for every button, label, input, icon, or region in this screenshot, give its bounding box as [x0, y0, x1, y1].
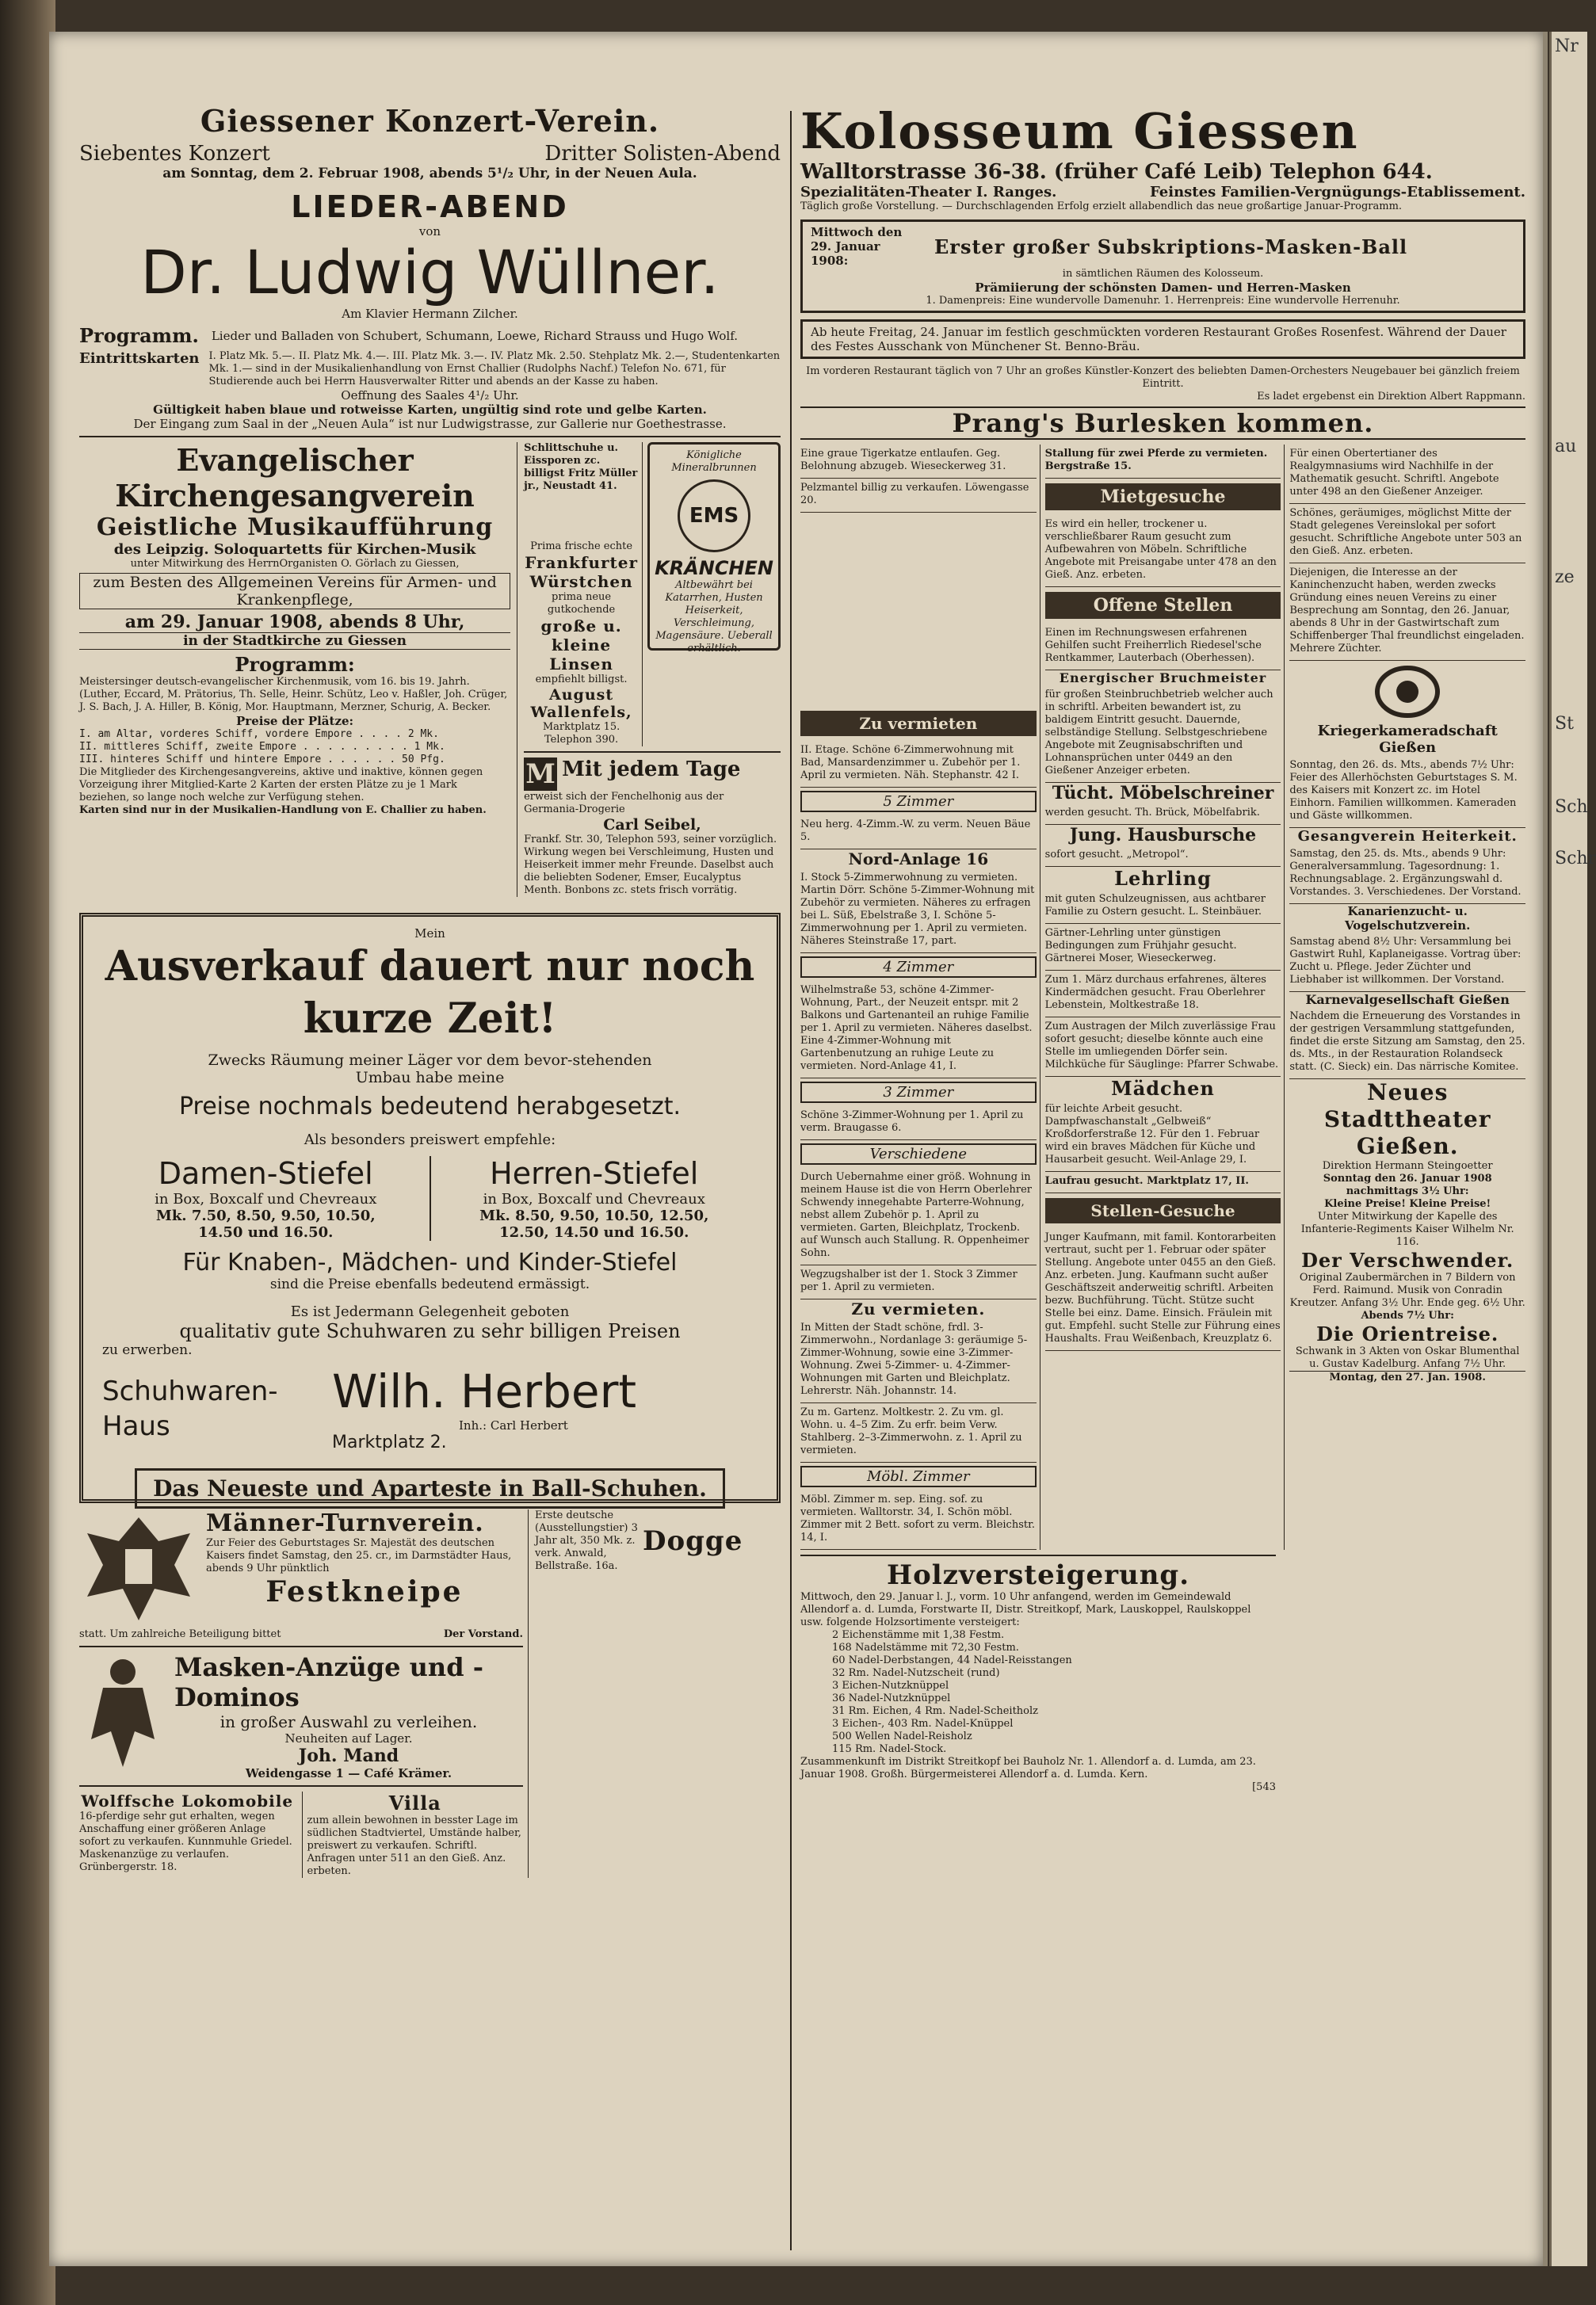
ad-lehrling: mit guten Schulzeugnissen, aus achtbarer Familie zu Ostern gesucht. L. Steinbäuer.	[1045, 890, 1281, 924]
holz-row: 168 Nadelstämme mit 72,30 Festm.	[832, 1642, 1019, 1654]
ad-offene: Einen im Rechnungswesen erfahrenen Gehilfen sucht Freiherrlich Riedesel'sche Rentkammer, Lauterbach (Oberhessen).	[1045, 624, 1281, 670]
ausverkauf-ad	[79, 913, 781, 1503]
kolosseum-title: Kolosseum Giessen	[800, 102, 1359, 160]
eagle-crest-icon	[79, 1509, 198, 1628]
herren-p1: Mk. 8.50, 9.50, 10.50, 12.50,	[479, 1208, 709, 1224]
masken-3: Neuheiten auf Lager.	[284, 1731, 413, 1746]
ad-prima: Prima frische echte	[530, 540, 633, 552]
next-page-fragment: Schr	[1555, 849, 1596, 868]
konzert-date: am Sonntag, dem 2. Februar 1908, abends 5¹/₂ Uhr, in der Neuen Aula.	[162, 166, 697, 181]
masken-mand2: Weidengasse 1 — Café Krämer.	[245, 1766, 452, 1780]
theater-verschwender: Der Verschwender.	[1301, 1249, 1514, 1272]
konzert-klavier: Am Klavier Hermann Zilcher.	[342, 307, 518, 321]
kirche-mitwirkung: unter Mitwirkung des HerrnOrganisten O. Görlach zu Giessen,	[130, 558, 460, 570]
konzert-oeffnung: Oeffnung des Saales 4¹/₂ Uhr.	[341, 388, 519, 403]
ems-name: KRÄNCHEN	[655, 557, 773, 579]
ads-col-b	[1045, 445, 1285, 1550]
ad-zuverm: In Mitten der Stadt schöne, frdl. 3-Zimmerwohn., Nordanlage 3: geräumige 5-Zimmer-Wohnung, sowie eine 3-Zimmer-Wohnung. Zwei 5-Zimmer- u. 4-Zimmer-Wohnungen mit Garten und Bleichplatz. Lehrerstr. Näh. Johannstr. 14.	[800, 1319, 1037, 1403]
kirche-title: Evangelischer Kirchengesangverein	[115, 442, 475, 513]
kirche-p2: II. mittleres Schiff, zweite Empore . . . . . . . . . 1 Mk.	[79, 741, 445, 753]
ad-wegzug: Wegzugshalber ist der 1. Stock 3 Zimmer per 1. April zu vermieten.	[800, 1265, 1037, 1299]
holz-row: 2 Eichenstämme mit 1,38 Festm.	[832, 1629, 1005, 1641]
tag-kanarien: Kanarienzucht- u. Vogelschutzverein.	[1344, 904, 1471, 933]
ausverkauf-zwecks: Zwecks Räumung meiner Läger vor dem bevor-stehenden Umbau habe meine	[208, 1051, 652, 1086]
column-separator	[790, 111, 792, 2250]
kirche-datum: am 29. Januar 1908, abends 8 Uhr,	[124, 612, 465, 632]
villa-title: Villa	[388, 1792, 441, 1815]
tag-3-zimmer: 3 Zimmer	[800, 1082, 1037, 1103]
tag-moebel: Tücht. Möbelschreiner	[1052, 783, 1274, 803]
holz-row: 32 Rm. Nadel-Nutzscheit (rund)	[832, 1667, 1000, 1679]
kirche-karten: Karten sind nur in der Musikalien-Handlung von E. Challier zu haben.	[79, 804, 487, 816]
herren-stiefel: Herren-Stiefel	[490, 1156, 699, 1191]
turn-text: Zur Feier des Geburtstages Sr. Majestät des deutschen Kaisers findet Samstag, den 25. cr., im Darmstädter Haus, abends 9 Uhr pünktlich	[206, 1537, 512, 1574]
konzert-programm-label: Programm.	[79, 324, 199, 347]
ems-top: Königliche Mineralbrunnen	[671, 449, 757, 474]
ausverkauf-title: Ausverkauf dauert nur noch kurze Zeit!	[105, 942, 755, 1043]
ad-kanarien: Samstag abend 8½ Uhr: Versammlung bei Gastwirt Ruhl, Kaplaneigasse. Vortrag über: Zucht u. Pflege. Jeder Züchter und Liebhaber ist willkommen. Der Vorstand.	[1289, 933, 1525, 992]
ad-jedem2: erweist sich der Fenchelhonig aus der Germania-Drogerie	[524, 791, 724, 815]
theater-abends: Abends 7½ Uhr:	[1361, 1310, 1454, 1322]
kolosseum-ad	[800, 103, 1525, 440]
lok-text: 16-pferdige sehr gut erhalten, wegen Anschaffung einer größeren Anlage sofort zu verkaufen. Kunnmuhle Griedel. Maskenanzüge zu verlaufen. Grünbergerstr. 18.	[79, 1811, 292, 1873]
holz-intro: Mittwoch, den 29. Januar l. J., vorm. 10 Uhr anfangend, werden im Gemeindewald Allendorf a. d. Lumda, Forstwarte II, Distr. Streitkopf, Mark, Lauskoppel, Raulskoppel usw. folgende Holzsortimente versteigert:	[800, 1591, 1251, 1628]
kolosseum-addr: Walltorstrasse 36-38. (früher Café Leib) Telephon 644.	[800, 160, 1433, 184]
ad-gesang: Samstag, den 25. ds. Mts., abends 9 Uhr: Generalversammlung. Tagesordnung: 1. Rechnungsablage. 2. Ergänzungswahl d. Vorstandes. 3. Verschiedenes. Der Vorstand.	[1289, 845, 1525, 904]
firma-inh: Inh.: Carl Herbert	[459, 1418, 568, 1433]
ad-verschiedene: Durch Uebernahme einer größ. Wohnung in meinem Hause ist die von Herrn Oberlehrer Schwendy innegehabte Parterre-Wohnung, nebst allem Zubehör p. 1. April zu vermieten. Garten, Bleichplatz, Trockenb. auf Wunsch auch Stallung. R. Oppenheimer Sohn.	[800, 1168, 1037, 1265]
kolosseum-prang: Prang's Burlesken kommen.	[800, 406, 1525, 440]
firma-markt: Marktplatz 2.	[332, 1433, 447, 1452]
konzert-artist: Dr. Ludwig Wüllner.	[140, 237, 720, 307]
ad-wallenfels: August Wallenfels,	[530, 686, 632, 721]
tag-moebl: Möbl. Zimmer	[800, 1466, 1037, 1487]
ad-vereins: Schönes, geräumiges, möglichst Mitte der Stadt gelegenes Vereinslokal per sofort gesucht. Schriftliche Angebote unter 503 an den Gieß. Anz. erbeten.	[1289, 504, 1525, 563]
holz-foot: Zusammenkunft im Distrikt Streitkopf bei Bauholz Nr. 1. Allendorf a. d. Lumda, am 23. Januar 1908. Großh. Bürgermeisterei Allendorf a. d. Lumda. Kern.	[800, 1756, 1256, 1780]
schuhwaren-haus: Schuhwaren-Haus	[102, 1375, 278, 1442]
kolosseum-taeglich: Täglich große Vorstellung. — Durchschlagenden Erfolg erzielt allabendlich das neue großartige Januar-Programm.	[800, 200, 1403, 212]
ad-etage: II. Etage. Schöne 6-Zimmerwohnung mit Bad, Mansardenzimmer u. Zubehör per 1. April zu vermieten. Näh. Stephanstr. 42 I.	[800, 741, 1037, 788]
ad-haus: sofort gesucht. „Metropol“.	[1045, 845, 1281, 867]
tag-krieger: Kriegerkameradschaft Gießen	[1317, 723, 1498, 756]
theater-orient: Die Orientreise.	[1316, 1322, 1499, 1345]
tag-4-zimmer: 4 Zimmer	[800, 956, 1037, 978]
damen-sub: in Box, Boxcalf und Chevreaux	[155, 1191, 377, 1208]
tag-gesang: Gesangverein Heiterkeit.	[1297, 828, 1518, 845]
ad-wuerstchen: Frankfurter Würstchen	[525, 553, 639, 591]
next-page-fragment: Nr	[1555, 36, 1579, 56]
holz-title: Holzversteigerung.	[886, 1559, 1190, 1591]
theater-dir: Direktion Hermann Steingoetter	[1322, 1160, 1493, 1172]
ad-nord: I. Stock 5-Zimmerwohnung zu vermieten. Martin Dörr. Schöne 5-Zimmer-Wohnung mit Zubehör zu vermieten. Näheres zu erfragen bei L. Süß, Ebelstraße 3, I. Schöne 5-Zimmerwohnung per 1. April zu vermieten. Näheres Steinstraße 17, part.	[800, 868, 1037, 953]
ad-moebl: Möbl. Zimmer m. sep. Eing. sof. zu vermieten. Walltorstr. 34, I. Schön möbl. Zimmer mit 2 Bett. sofort zu verm. Bleichstr. 14, I.	[800, 1490, 1037, 1550]
kolosseum-ball2: in sämtlichen Räumen des Kolosseum.	[1062, 268, 1264, 280]
holz-row: 60 Nadel-Derbstangen, 44 Nadel-Reisstangen	[832, 1654, 1072, 1666]
kolosseum-mittwoch: Mittwoch den 29. Januar 1908:	[811, 225, 903, 268]
kirche-ad	[79, 442, 517, 897]
holz-num: [543	[1252, 1781, 1276, 1793]
tag-zuverm: Zu vermieten.	[851, 1299, 986, 1319]
firma-herbert: Wilh. Herbert	[332, 1364, 637, 1418]
theater-versch-text: Original Zaubermärchen in 7 Bildern von Ferd. Raimund. Musik von Conradin Kreutzer. Anfang 3½ Uhr. Ende geg. 6½ Uhr.	[1289, 1272, 1525, 1309]
holz-row: 3 Eichen-, 403 Rm. Nadel-Knüppel	[832, 1718, 1014, 1730]
ausverkauf-qualitativ: qualitativ gute Schuhwaren zu sehr billigen Preisen	[179, 1320, 681, 1342]
kirche-text: Meistersinger deutsch-evangelischer Kirchenmusik, vom 16. bis 19. Jahrh. (Luther, Eccard, M. Prätorius, Th. Selle, Heinr. Schütz, Leo v. Haßler, Joh. Crüger, J. S. Bach, J. A. Hiller, B. König, Mor. Hauptmann, Merzner, Schurig, A. Becker.	[79, 676, 508, 713]
ad-stellen: Junger Kaufmann, mit famil. Kontorarbeiten vertraut, sucht per 1. Februar oder später Stellung. Angebote unter 0455 an den Gieß. Anz. erbeten. Jung. Kaufmann sucht außer Geschäftszeit anderweitig schriftl. Arbeiten bezw. Buchführung. Tücht. Stütze sucht Stelle bei einz. Dame. Einsich. Fräulein mit gut. Empfehl. sucht Stelle zur Führung eines Haushalts. Frau Weißenbach, Kreuzplatz 6.	[1045, 1228, 1281, 1351]
konzert-heading: LIEDER-ABEND	[291, 189, 569, 224]
ad-jedem: Mit jedem Tage	[562, 758, 741, 781]
theater-preis: Kleine Preise! Kleine Preise!	[1324, 1198, 1491, 1210]
konzert-eintritt-label: Eintrittskarten	[79, 350, 200, 367]
ad-obert: Für einen Obertertianer des Realgymnasiums wird Nachhilfe in der Mathematik gesucht. Schriftl. Angebote unter 498 an den Gießener Anzeiger.	[1289, 445, 1525, 504]
ad-gaertner: Gärtner-Lehrling unter günstigen Bedingungen zum Frühjahr gesucht. Gärtnerei Moser, Wieseckerweg.	[1045, 924, 1281, 971]
kirche-programm: Programm:	[235, 653, 355, 676]
kinder-sub: sind die Preise ebenfalls bedeutend ermässigt.	[269, 1277, 590, 1292]
ad-5-zimmer: Neu herg. 4-Zimm.-W. zu verm. Neuen Bäue 5.	[800, 815, 1037, 849]
kolosseum-ball: Erster großer Subskriptions-Masken-Ball	[934, 235, 1408, 258]
turn-title: Männer-Turnverein.	[206, 1509, 484, 1537]
kolosseum-vorder: Im vorderen Restaurant täglich von 7 Uhr an großes Künstler-Konzert des beliebten Damen-Orchesters Neugebauer bei gänzlich freiem Eintritt.	[806, 365, 1520, 390]
ads-col-c	[1289, 445, 1525, 1550]
kolosseum-praem2: 1. Damenpreis: Eine wundervolle Damenuhr. 1. Herrenpreis: Eine wundervolle Herrenuhr.	[926, 295, 1400, 307]
ausverkauf-gelegenheit: Es ist Jedermann Gelegenheit geboten	[290, 1303, 570, 1320]
ausverkauf-erwerben: zu erwerben.	[102, 1342, 193, 1358]
holz-row: 115 Rm. Nadel-Stock.	[832, 1743, 947, 1755]
masken-title: Masken-Anzüge und -Dominos	[174, 1652, 483, 1712]
masken-mand: Joh. Mand	[298, 1746, 399, 1766]
next-page-fragment: St	[1555, 714, 1574, 734]
tag-bruch: Energischer Bruchmeister	[1059, 670, 1267, 685]
ad-katze: Eine graue Tigerkatze entlaufen. Geg. Belohnung abzugeb. Wieseckerweg 31.	[800, 445, 1037, 479]
head-stellen: Stellen-Gesuche	[1045, 1198, 1281, 1223]
herren-p2: 12.50, 14.50 und 16.50.	[499, 1224, 689, 1241]
kolosseum-spez: Spezialitäten-Theater I. Ranges.	[800, 184, 1057, 200]
theater-mit: Unter Mitwirkung der Kapelle des Infanterie-Regiments Kaiser Wilhelm Nr. 116.	[1300, 1211, 1514, 1248]
ad-3-zimmer: Schöne 3-Zimmer-Wohnung per 1. April zu verm. Braugasse 6.	[800, 1106, 1037, 1140]
ad-laufrau: Laufrau gesucht. Marktplatz 17, II.	[1045, 1172, 1281, 1193]
kinder-stiefel: Für Knaben-, Mädchen- und Kinder-Stiefel	[182, 1249, 678, 1277]
wreath-icon	[1372, 664, 1443, 719]
theater-so: Sonntag den 26. Januar 1908 nachmittags 3½ Uhr:	[1323, 1173, 1492, 1197]
ad-linsen2: empfiehlt billigst.	[535, 674, 628, 685]
kirche-ort: in der Stadtkirche zu Giessen	[79, 632, 510, 650]
dogge-title: Dogge	[643, 1525, 743, 1557]
theater-orient-text: Schwank in 3 Akten von Oskar Blumenthal u. Gustav Kadelburg. Anfang 7½ Uhr.	[1295, 1345, 1520, 1370]
head-mietgesuche: Mietgesuche	[1045, 483, 1281, 510]
ad-frau: Zum Austragen der Milch zuverlässige Frau sofort gesucht; dieselbe könnte auch eine Stelle im umliegenden Dörfer sein. Milchküche für Säuglinge: Pfarrer Schwabe.	[1045, 1017, 1281, 1077]
konzert-eintritt-text: I. Platz Mk. 5.—. II. Platz Mk. 4.—. III. Platz Mk. 3.—. IV. Platz Mk. 2.50. Stehplatz Mk. 2.—, Studentenkarten Mk. 1.— sind in der Musikalienhandlung von Ernst Challier (Rudolphs Nachf.) Telefon No. 671, für Studierende auch bei Herrn Hausverwalter Ritter und abends an der Kasse zu haben.	[208, 350, 781, 387]
ausverkauf-preise: Preise nochmals bedeutend herabgesetzt.	[178, 1093, 682, 1120]
holz-row: 36 Nadel-Nutzknüppel	[832, 1692, 951, 1704]
ad-gartenz: Zu m. Gartenz. Moltkestr. 2. Zu vm. gl. Wohn. u. 4–5 Zim. Zu erfr. beim Verw. Stahlberg. 2–3-Zimmerwohn. z. 1. April zu vermieten.	[800, 1403, 1037, 1463]
ad-krieger: Sonntag, den 26. ds. Mts., abends 7½ Uhr: Feier des Allerhöchsten Geburtstages S. M. des Kaisers mit Konzert zc. im Hotel Einhorn. Familien willkommen. Kameraden und Gäste willkommen.	[1289, 756, 1525, 828]
ad-markt: Marktplatz 15. Telephon 390.	[542, 721, 620, 746]
tag-lehrling: Lehrling	[1114, 867, 1212, 890]
kirche-p1: I. am Altar, vorderes Schiff, vordere Empore . . . . 2 Mk.	[79, 728, 439, 740]
kirche-sub: Geistliche Musikaufführung	[96, 513, 494, 541]
kolosseum-heute: Ab heute Freitag, 24. Januar im festlich geschmückten vorderen Restaurant Großes Rosenfest. Während der Dauer des Festes Ausschank von Münchener St. Benno-Bräu.	[800, 319, 1525, 359]
head-vermieten: Zu vermieten	[800, 711, 1037, 736]
damen-p1: Mk. 7.50, 8.50, 9.50, 10.50,	[155, 1208, 376, 1224]
damen-p2: 14.50 und 16.50.	[198, 1224, 334, 1241]
tag-karneval: Karnevalgesellschaft Gießen	[1305, 992, 1510, 1007]
holz-row: 500 Wellen Nadel-Reisholz	[832, 1731, 972, 1742]
ems-label: EMS	[689, 504, 739, 528]
ads-col-a	[800, 445, 1040, 1550]
next-page-edge	[1549, 32, 1596, 2266]
next-page-fragment: ze	[1555, 567, 1575, 587]
kirche-preise: Preise der Plätze:	[236, 714, 354, 728]
turn-vorstand: Der Vorstand.	[443, 1628, 523, 1640]
ball-schuhe: Das Neueste und Aparteste in Ball-Schuhen.	[135, 1468, 725, 1509]
tag-haus: Jung. Hausbursche	[1069, 825, 1257, 845]
kirche-besten: zum Besten des Allgemeinen Vereins für Armen- und Krankenpflege,	[79, 573, 510, 609]
book-spine	[0, 0, 55, 2305]
kolosseum-ladet: Es ladet ergebenst ein Direktion Albert Rappmann.	[1257, 391, 1525, 403]
ems-sub: Altbewährt bei Katarrhen, Husten Heiserkeit, Verschleimung, Magensäure. Ueberall erhältlich.	[655, 579, 773, 654]
theater-montag: Montag, den 27. Jan. 1908.	[1289, 1371, 1525, 1384]
ad-bruch: für großen Steinbruchbetrieb welcher auch in schriftl. Arbeiten bewandert ist, zu baldigem Eintritt gesucht. Dauernde, selbständige Stellung. Selbstgeschriebene Angebote mit Zeugnisabschriften und Lohnansprüchen unter 0449 an den Gießener Anzeiger erbeten.	[1045, 685, 1281, 783]
ad-miet: Es wird ein heller, trockener u. verschließbarer Raum gesucht zum Aufbewahren von Möbeln. Schriftliche Angebote mit Preisangabe unter 478 an den Gieß. Anz. erbeten.	[1045, 515, 1281, 587]
tag-verschiedene: Verschiedene	[800, 1143, 1037, 1165]
konzert-programm-text: Lieder und Balladen von Schubert, Schumann, Loewe, Richard Strauss und Hugo Wolf.	[211, 328, 738, 343]
theater-title: Neues Stadttheater Gießen.	[1323, 1079, 1491, 1159]
konzert-eingang: Der Eingang zum Saal in der „Neuen Aula“ ist nur Ludwigstrasse, zur Gallerie nur Goethestrasse.	[133, 417, 727, 431]
holz-list	[832, 1629, 1276, 1756]
ad-jedem3: Frankf. Str. 30, Telephon 593, seiner vorzüglich. Wirkung wegen bei Verschleimung, Husten und Heiserkeit immer mehr Freunde. Daselbst auch die beliebten Sodener, Emser, Eucalyptus Menth. Bonbons zc. stets frisch vorrätig.	[524, 834, 777, 896]
tag-nord: Nord-Anlage 16	[848, 849, 989, 868]
next-page-fragment: au	[1555, 437, 1577, 456]
tag-5-zimmer: 5 Zimmer	[800, 791, 1037, 812]
harlequin-icon	[79, 1652, 166, 1771]
konzert-ad	[79, 103, 781, 431]
konzert-left: Siebentes Konzert	[79, 142, 270, 166]
lok-title: Wolffsche Lokomobile	[81, 1792, 294, 1811]
turn-festkneipe: Festkneipe	[265, 1575, 464, 1609]
initial-m-icon: M	[524, 758, 557, 791]
villa-text: zum allein bewohnen in besster Lage im südlichen Stadtviertel, Umstände halber, preiswert zu verkaufen. Schriftl. Anfragen unter 511 an den Gieß. Anz. erbeten.	[307, 1815, 521, 1877]
left-column	[79, 103, 781, 1878]
kirche-des: des Leipzig. Soloquartetts für Kirchen-Musik	[113, 541, 476, 558]
holz-row: 31 Rm. Eichen, 4 Rm. Nadel-Scheitholz	[832, 1705, 1038, 1717]
mid-ads	[524, 442, 781, 897]
ausverkauf-mein: Mein	[414, 926, 445, 941]
ad-kinder: Zum 1. März durchaus erfahrenes, älteres Kindermädchen gesucht. Frau Oberlehrer Lebenstein, Moltkestraße 18.	[1045, 971, 1281, 1017]
tag-maedchen: Mädchen	[1111, 1077, 1215, 1100]
konzert-title: Giessener Konzert-Verein.	[200, 103, 660, 139]
ad-seibel: Carl Seibel,	[603, 816, 701, 834]
right-column	[800, 103, 1525, 1794]
herren-sub: in Box, Boxcalf und Chevreaux	[483, 1191, 705, 1208]
next-page-fragment: Sch	[1555, 797, 1588, 817]
ad-linsen: große u. kleine Linsen	[540, 616, 622, 674]
ems-medal-icon	[678, 479, 750, 552]
holz-ad	[800, 1555, 1276, 1794]
turn-foot: statt. Um zahlreiche Beteiligung bittet	[79, 1628, 281, 1640]
ausverkauf-als: Als besonders preiswert empfehle:	[304, 1132, 556, 1148]
masken-2: in großer Auswahl zu verleihen.	[220, 1712, 478, 1731]
dogge-text: Erste deutsche (Ausstellungstier) 3 Jahr alt, 350 Mk. z. verk. Anwald, Bellstraße. 16a.	[535, 1509, 638, 1572]
damen-stiefel: Damen-Stiefel	[158, 1156, 373, 1191]
konzert-von: von	[418, 224, 441, 239]
ad-gruendung: Diejenigen, die Interesse an der Kaninchenzucht haben, werden zwecks Gründung eines neuen Vereins zu einer Besprechung am Sonntag, den 26. Januar, abends 8 Uhr in der Gastwirtschaft zum Schiffenberger Thal freundlichst eingeladen. Mehrere Züchter.	[1289, 563, 1525, 661]
ad-pelz: Pelzmantel billig zu verkaufen. Löwengasse 20.	[800, 479, 1037, 513]
holz-row: 3 Eichen-Nutzknüppel	[832, 1680, 949, 1692]
kirche-p3: III. hinteres Schiff und hintere Empore . . . . . . 50 Pfg.	[79, 754, 445, 765]
head-offene: Offene Stellen	[1045, 592, 1281, 619]
ad-4-zimmer: Wilhelmstraße 53, schöne 4-Zimmer-Wohnung, Part., der Neuzeit entspr. mit 2 Balkons und Gartenanteil an ruhige Familie per 1. April zu vermieten. Näheres daselbst. Eine 4-Zimmer-Wohnung mit Gartenbenutzung an ruhige Leute zu vermieten. Nord-Anlage 41, I.	[800, 981, 1037, 1078]
konzert-gueltig: Gültigkeit haben blaue und rotweisse Karten, ungültig sind rote und gelbe Karten.	[153, 403, 707, 417]
ad-prima2: prima neue gutkochende	[547, 591, 616, 616]
ad-karneval: Nachdem die Erneuerung des Vorstandes in der gestrigen Versammlung stattgefunden, findet die erste Sitzung am Samstag, den 25. ds. Mts., in der Restauration Rolandseck statt. (C. Sieck) ein. Das närrische Komitee.	[1289, 1007, 1525, 1079]
kolosseum-fein: Feinstes Familien-Vergnügungs-Etablissement.	[1150, 184, 1525, 200]
kolosseum-praem: Prämiierung der schönsten Damen- und Herren-Masken	[975, 280, 1351, 295]
ems-ad	[647, 442, 781, 654]
kirche-mitglieder: Die Mitglieder des Kirchengesangvereins, aktive und inaktive, können gegen Vorzeigung ihrer Mitglied-Karte 2 Karten der ersten Plätze zu je 1 Mark beziehen, so lange noch welche zur Verfügung stehen.	[79, 766, 483, 803]
newspaper-page	[49, 32, 1548, 2266]
ad-schlittschuhe: Schlittschuhe u. Eissporen zc. billigst Fritz Müller jr., Neustadt 41.	[524, 442, 638, 492]
konzert-right: Dritter Solisten-Abend	[544, 142, 781, 166]
ad-moebel: werden gesucht. Th. Brück, Möbelfabrik.	[1045, 803, 1281, 825]
ad-maedchen: für leichte Arbeit gesucht. Dampfwaschanstalt „Gelbweiß“ Kroßdorferstraße 12. Für den 1. Februar wird ein braves Mädchen für Küche und Hausarbeit gesucht. Weil-Anlage 29, I.	[1045, 1100, 1281, 1172]
ad-stallung: Stallung für zwei Pferde zu vermieten. Bergstraße 15.	[1045, 445, 1281, 479]
